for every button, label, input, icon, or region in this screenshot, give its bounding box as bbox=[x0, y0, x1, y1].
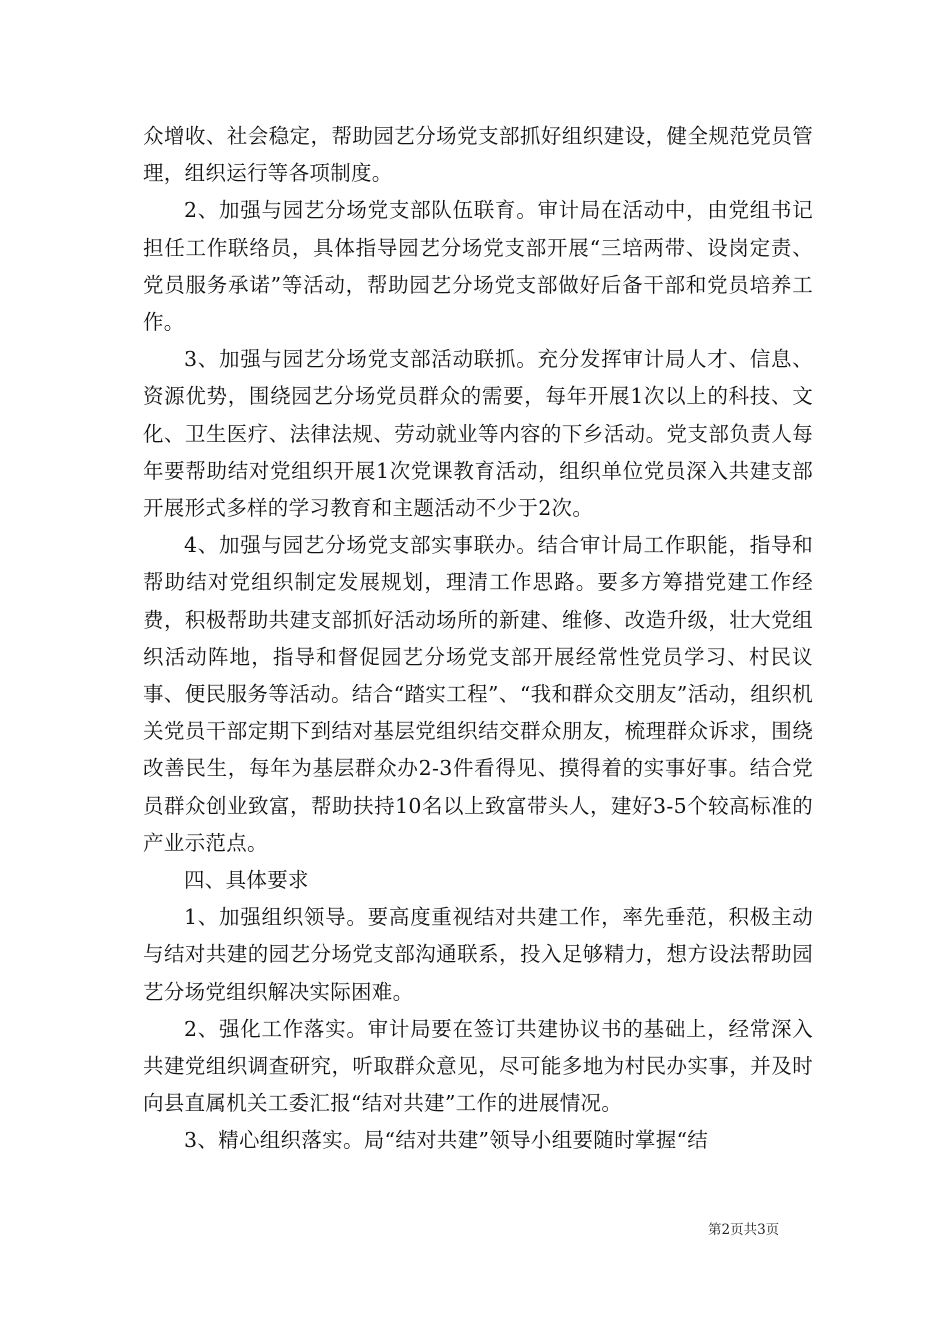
paragraph-1: 众增收、社会稳定，帮助园艺分场党支部抓好组织建设，健全规范党员管理，组织运行等各项制度。 bbox=[143, 124, 813, 186]
document-body bbox=[143, 118, 813, 1160]
section-heading-requirements: 四、具体要求 bbox=[184, 868, 309, 893]
page-number: 第2页共3页 bbox=[708, 1222, 780, 1238]
paragraph-4: 4、加强与园艺分场党支部实事联办。结合审计局工作职能，指导和帮助结对党组织制定发展规划，理清工作思路。要多方筹措党建工作经费，积极帮助共建支部抓好活动场所的新建、维修、改造升级，壮大党组织活动阵地，指导和督促园艺分场党支部开展经常性党员学习、村民议事、便民服务等活动。结合“踏实工程”、“我和群众交朋友”活动，组织机关党员干部定期下到结对基层党组织结交群众朋友，梳理群众诉求，围绕改善民生，每年为基层群众办2-3件看得见、摸得着的实事好事。结合党员群众创业致富，帮助扶持10名以上致富带头人，建好3-5个较高标准的产业示范点。 bbox=[143, 533, 813, 855]
paragraph-8: 3、精心组织落实。局“结对共建”领导小组要随时掌握“结 bbox=[184, 1128, 709, 1153]
paragraph-7: 2、强化工作落实。审计局要在签订共建协议书的基础上，经常深入共建党组织调查研究，听取群众意见，尽可能多地为村民办实事，并及时向县直属机关工委汇报“结对共建”工作的进展情况。 bbox=[143, 1016, 813, 1116]
paragraph-6: 1、加强组织领导。要高度重视结对共建工作，率先垂范，积极主动与结对共建的园艺分场党支部沟通联系，投入足够精力，想方设法帮助园艺分场党组织解决实际困难。 bbox=[143, 905, 813, 1004]
paragraph-2: 2、加强与园艺分场党支部队伍联育。审计局在活动中，由党组书记担任工作联络员，具体指导园艺分场党支部开展“三培两带、设岗定责、党员服务承诺”等活动，帮助园艺分场党支部做好后备干部和党员培养工作。 bbox=[143, 198, 813, 335]
paragraph-3: 3、加强与园艺分场党支部活动联抓。充分发挥审计局人才、信息、资源优势，围绕园艺分场党员群众的需要，每年开展1次以上的科技、文化、卫生医疗、法律法规、劳动就业等内容的下乡活动。党支部负责人每年要帮助结对党组织开展1次党课教育活动，组织单位党员深入共建支部开展形式多样的学习教育和主题活动不少于2次。 bbox=[143, 347, 813, 521]
